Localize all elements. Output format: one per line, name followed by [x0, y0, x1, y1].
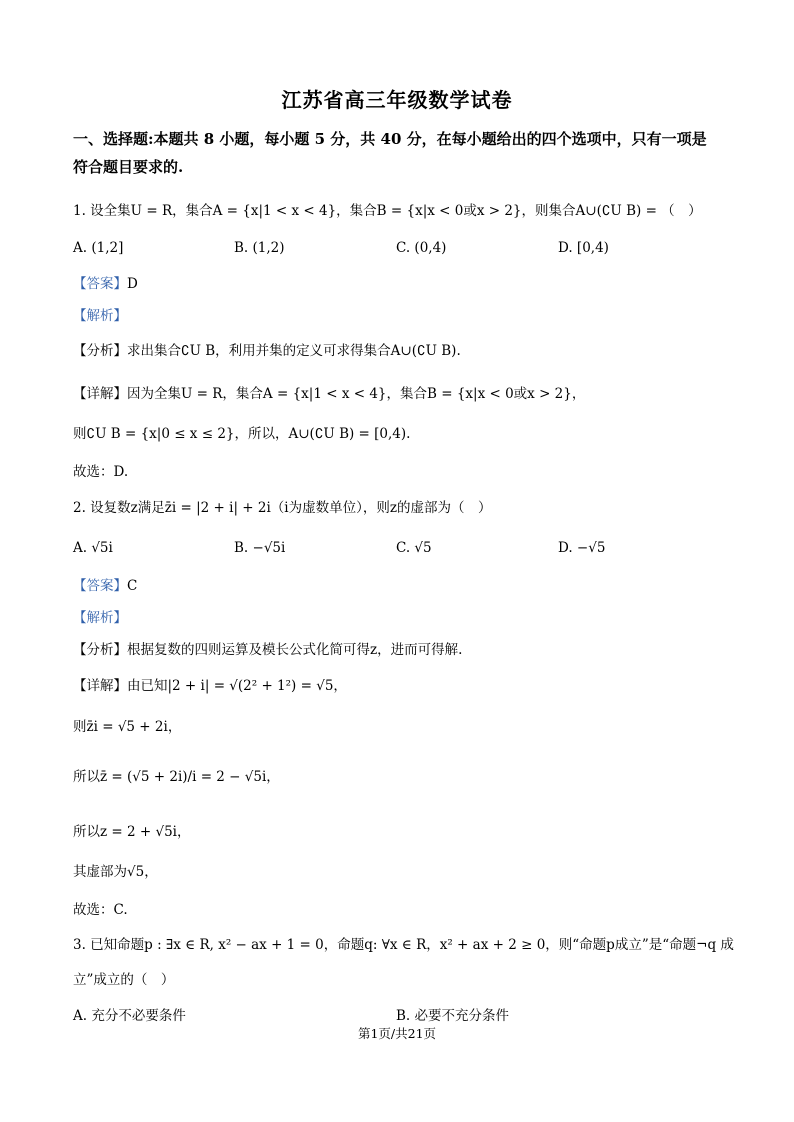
q1-conclusion: 故选：D.	[73, 464, 129, 480]
q3-option-a: A. 充分不必要条件	[73, 1008, 186, 1024]
q1-answer-line	[73, 275, 138, 293]
q3-option-b: B. 必要不充分条件	[396, 1008, 510, 1024]
q2-option-d: D. −√5	[558, 540, 606, 556]
q2-detail3: 所以z̄ = (√5 + 2i)/i = 2 − √5i，	[73, 769, 280, 785]
q1-fenxi: 求出集合∁U B，利用并集的定义可求得集合A∪(∁U B).	[127, 343, 461, 359]
q1-option-d: D. [0,4)	[558, 240, 609, 256]
fenxi-tag: 【分析】	[73, 642, 127, 658]
section-heading-line2: 符合题目要求的.	[73, 158, 184, 176]
q2-option-b: B. −√5i	[234, 540, 286, 556]
q2-answer-line	[73, 577, 137, 595]
q2-stem: 2. 设复数z满足z̄i = |2 + i| + 2i（i为虚数单位），则z的虚部为（ ）	[73, 500, 492, 516]
q2-detail1: 由已知|2 + i| = √(2² + 1²) = √5，	[127, 678, 347, 694]
q2-detail2: 则z̄i = √5 + 2i，	[73, 719, 182, 735]
q1-analysis-tag: 【解析】	[73, 308, 127, 324]
q2-detail4: 所以z = 2 + √5i，	[73, 824, 191, 840]
q1-answer: D	[127, 276, 138, 292]
q1-fenxi-line	[73, 342, 461, 360]
fenxi-tag: 【分析】	[73, 343, 127, 359]
q1-detail-line1	[73, 385, 585, 403]
q1-stem: 1. 设全集U = R，集合A = {x|1 < x < 4}，集合B = {x|x < 0或x > 2}，则集合A∪(∁U B) = （ ）	[73, 203, 702, 219]
q2-analysis-tag: 【解析】	[73, 610, 127, 626]
detail-tag: 【详解】	[73, 386, 127, 402]
q2-detail-line1	[73, 677, 347, 695]
answer-tag: 【答案】	[73, 276, 127, 292]
section-heading-line1: 一、选择题:本题共 8 小题，每小题 5 分，共 40 分，在每小题给出的四个选项中，只有一项是	[73, 130, 707, 148]
q2-answer: C	[127, 578, 138, 594]
page-title: 江苏省高三年级数学试卷	[281, 88, 513, 112]
q2-fenxi-line	[73, 641, 462, 659]
q1-detail1: 因为全集U = R，集合A = {x|1 < x < 4}，集合B = {x|x < 0或x > 2}，	[127, 386, 586, 402]
q3-stem-line2: 立”成立的（ ）	[73, 972, 175, 988]
q2-detail5: 其虚部为√5，	[73, 864, 158, 880]
q2-conclusion: 故选：C.	[73, 902, 128, 918]
q2-option-c: C. √5	[396, 540, 432, 556]
q1-detail2: 则∁U B = {x|0 ≤ x ≤ 2}，所以，A∪(∁U B) = [0,4).	[73, 426, 411, 442]
detail-tag: 【详解】	[73, 678, 127, 694]
answer-tag: 【答案】	[73, 578, 127, 594]
q2-option-a: A. √5i	[73, 540, 113, 556]
q2-fenxi: 根据复数的四则运算及模长公式化简可得z，进而可得解.	[127, 642, 463, 658]
q1-option-c: C. (0,4)	[396, 240, 447, 256]
page-footer: 第1页/共21页	[357, 1026, 437, 1041]
q1-option-a: A. (1,2]	[73, 240, 124, 256]
q1-option-b: B. (1,2)	[234, 240, 285, 256]
q3-stem-line1: 3. 已知命题p : ∃x ∈ R, x² − ax + 1 = 0，命题q: ∀x ∈ R，x² + ax + 2 ≥ 0，则“命题p成立”是“命题¬q 成	[73, 937, 734, 953]
